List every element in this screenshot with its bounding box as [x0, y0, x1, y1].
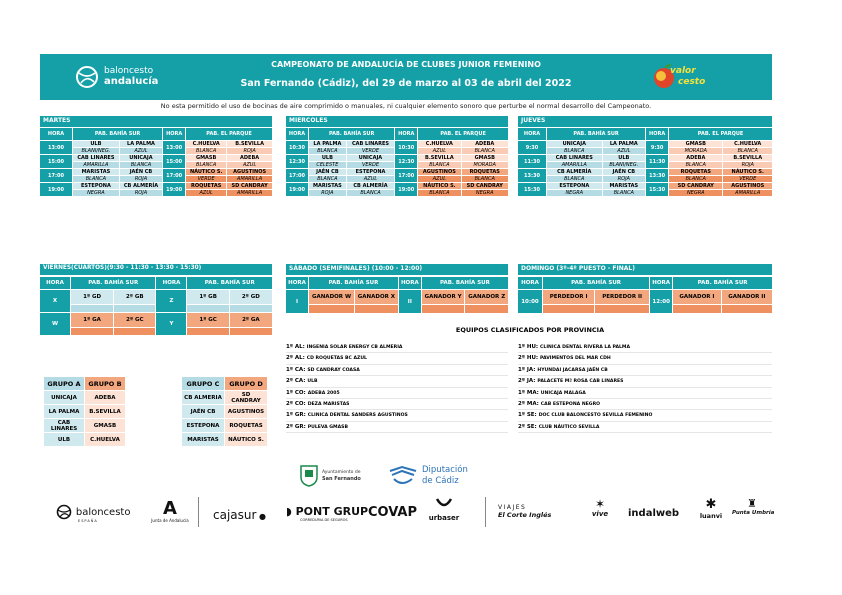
- bahia-header: PAB. BAHÍA SUR: [547, 128, 645, 140]
- time-cell: 15:30: [518, 183, 546, 196]
- grupos-ab-table: [43, 376, 126, 447]
- team-cell: PERDEDOR I: [543, 290, 594, 304]
- seed-cell: 2º GD: [230, 290, 272, 304]
- group-team: ADEBA: [85, 391, 125, 404]
- time-cell: 11:30: [646, 155, 668, 168]
- parque-header: PAB. EL PARQUE: [186, 128, 272, 140]
- team-cell: GANADOR Z: [465, 290, 508, 304]
- team-cell: GMASB: [462, 155, 509, 161]
- list-item: 2º GR: PULEVA GMASB: [286, 422, 508, 433]
- sponsor-indalweb: indalweb: [628, 508, 680, 519]
- shirt-color: NEGRA: [669, 190, 722, 196]
- team-cell: CAB LINARES: [547, 155, 602, 161]
- time-cell: 19:00: [163, 183, 185, 196]
- group-team: B.SEVILLA: [85, 405, 125, 418]
- group-c-header: GRUPO C: [182, 377, 224, 390]
- group-d-header: GRUPO D: [225, 377, 267, 390]
- equipos-title: EQUIPOS CLASIFICADOS POR PROVINCIA: [455, 326, 605, 334]
- sponsor-urbaser: urbaser: [428, 497, 460, 522]
- team-cell: GANADOR Y: [422, 290, 465, 304]
- sponsor-viajes: VIAJES El Corte Inglés: [498, 504, 552, 519]
- team-cell: AGUSTINOS: [227, 169, 272, 175]
- shirt-color: AMARILLA: [227, 176, 272, 182]
- bahia-header: PAB. BAHÍA SUR: [673, 277, 772, 289]
- team-cell: GANADOR II: [722, 290, 772, 304]
- round-code: Y: [156, 313, 186, 335]
- diputacion-logo: [388, 463, 478, 489]
- list-item: 1º GR: CLINICA DENTAL SANDERS AGUSTINOS: [286, 410, 508, 421]
- time-cell: 17:00: [163, 169, 185, 182]
- time-cell: 17:00: [40, 169, 72, 182]
- team-cell: ADEBA: [227, 155, 272, 161]
- shirt-color: BLANCA: [120, 162, 162, 168]
- time-cell: 9:30: [646, 141, 668, 154]
- round-code: W: [40, 313, 70, 335]
- jueves-title: JUEVES: [518, 116, 772, 127]
- empty-cell: [465, 305, 508, 313]
- shirt-color: AZUL: [347, 176, 395, 182]
- time-cell: 10:30: [395, 141, 417, 154]
- group-team: C.HUELVA: [85, 433, 125, 446]
- parque-header: PAB. EL PARQUE: [669, 128, 772, 140]
- hora-header: HORA: [650, 277, 672, 289]
- team-cell: ULB: [603, 155, 646, 161]
- time-cell: 19:00: [395, 183, 417, 196]
- seed-cell: 2º GA: [230, 313, 272, 327]
- time-cell: 10:30: [286, 141, 308, 154]
- seed-cell: 1º GD: [71, 290, 113, 304]
- list-item: 1º CA: SD CANDRAY COASA: [286, 365, 508, 376]
- miercoles-table: [285, 127, 509, 197]
- round-code: X: [40, 290, 70, 312]
- team-cell: B.SEVILLA: [227, 141, 272, 147]
- time-cell: 19:00: [286, 183, 308, 196]
- divider: [198, 497, 199, 527]
- team-cell: UNICAJA: [120, 155, 162, 161]
- ayuntamiento-logo: [300, 463, 370, 489]
- shirt-color: MORADA: [669, 148, 722, 154]
- time-cell: 17:00: [395, 169, 417, 182]
- logo-left-line1: baloncesto: [104, 66, 154, 76]
- shirt-color: CELESTE: [309, 162, 346, 168]
- empty-cell: [114, 328, 155, 335]
- star-icon: ✶: [594, 497, 606, 511]
- time-cell: 15:00: [40, 155, 72, 168]
- hora-header: HORA: [40, 277, 70, 289]
- round-code: II: [399, 290, 421, 313]
- hora-header: HORA: [646, 128, 668, 140]
- team-cell: SD CANDRAY: [462, 183, 509, 189]
- shirt-color: ROJA: [603, 176, 646, 182]
- hora-header: HORA: [156, 277, 186, 289]
- shirt-color: BLANCA: [309, 176, 346, 182]
- group-team: ULB: [44, 433, 84, 446]
- group-b-header: GRUPO B: [85, 377, 125, 390]
- round-code: I: [286, 290, 308, 313]
- shirt-color: AMARILLA: [227, 190, 272, 196]
- jueves-table: [517, 127, 773, 197]
- logo-left-line2: andalucía: [104, 76, 159, 87]
- time-cell: 13:00: [163, 141, 185, 154]
- group-team: CAB LINARES: [44, 419, 84, 432]
- team-cell: MARISTAS: [309, 183, 346, 189]
- logo-right-line1: valor: [670, 66, 696, 76]
- team-cell: GANADOR X: [355, 290, 398, 304]
- group-team: NÁUTICO S.: [225, 433, 267, 446]
- team-cell: MARISTAS: [603, 183, 646, 189]
- time-cell: 10:00: [518, 290, 542, 313]
- header-banner: [40, 54, 772, 100]
- time-cell: 12:00: [650, 290, 672, 313]
- notice-text: No esta permitido el uso de bocinas de aire comprimido o manuales, ni cualquier elemento sonoro que perturbe el normal desarrollo del Campeonato.: [160, 102, 652, 110]
- team-cell: GANADOR I: [673, 290, 721, 304]
- sabado-title: SÁBADO (SEMIFINALES) (10:00 - 12:00): [286, 264, 508, 275]
- sponsor-covap: COVAP: [368, 505, 418, 520]
- time-cell: 19:00: [40, 183, 72, 196]
- provincias-left-list: [286, 342, 508, 433]
- empty-cell: [595, 305, 649, 313]
- urbaser-icon: [435, 497, 453, 511]
- seed-cell: 2º GC: [114, 313, 155, 327]
- shirt-color: AZUL: [120, 148, 162, 154]
- list-item: 2º CO: DEZA MARISTAS: [286, 399, 508, 410]
- empty-cell: [355, 305, 398, 313]
- shirt-color: ROJA: [120, 190, 162, 196]
- seed-cell: 1º GC: [187, 313, 228, 327]
- shirt-color: BLANCA: [186, 162, 226, 168]
- team-cell: LA PALMA: [309, 141, 346, 147]
- shirt-color: AZUL: [227, 162, 272, 168]
- team-cell: ESTEPONA: [347, 169, 395, 175]
- shirt-color: BLANCA: [547, 176, 602, 182]
- shirt-color: BLANCA: [73, 176, 119, 182]
- bahia-header: PAB. BAHÍA SUR: [71, 277, 155, 289]
- list-item: 2º SE: CLUB NÁUTICO SEVILLA: [518, 422, 772, 433]
- team-cell: CB ALMERÍA: [120, 183, 162, 189]
- group-team: GMASB: [85, 419, 125, 432]
- list-item: 1º AL: INGENIA SOLAR ENERGY CB ALMERIA: [286, 342, 508, 353]
- dipu-line1: Diputación: [422, 465, 468, 475]
- team-cell: ESTEPONA: [73, 183, 119, 189]
- team-cell: ADEBA: [669, 155, 722, 161]
- team-cell: SD CANDRAY: [669, 183, 722, 189]
- list-item: 1º JA: HYUNDAI JACARSA JAÉN CB: [518, 365, 772, 376]
- list-item: 1º SE: DOC CLUB BALONCESTO SEVILLA FEMENINO: [518, 410, 772, 421]
- empty-cell: [722, 305, 772, 313]
- shirt-color: BLANCA: [462, 176, 509, 182]
- list-item: 2º HU: PAVIMENTOS DEL MAR CDH: [518, 353, 772, 364]
- shirt-color: BLANCA: [723, 148, 772, 154]
- sponsor-baloncesto: baloncesto ESPAÑA: [56, 504, 130, 520]
- junta-a-icon: A: [163, 498, 177, 519]
- time-cell: 13:30: [518, 169, 546, 182]
- team-cell: CB ALMERÍA: [547, 169, 602, 175]
- shirt-color: MORADA: [462, 162, 509, 168]
- team-cell: LA PALMA: [603, 141, 646, 147]
- shirt-color: AZUL: [186, 190, 226, 196]
- empty-cell: [187, 305, 228, 312]
- team-cell: ULB: [309, 155, 346, 161]
- time-cell: 13:30: [646, 169, 668, 182]
- shirt-color: BLANCA: [347, 190, 395, 196]
- sponsor-punta-umbria: ♜ Punta Umbría: [732, 497, 775, 516]
- team-cell: C.HUELVA: [186, 141, 226, 147]
- miercoles-title: MIERCOLES: [286, 116, 508, 127]
- basketball-icon: [56, 504, 72, 520]
- team-cell: ROQUETAS: [462, 169, 509, 175]
- shirt-color: AMARILLA: [723, 190, 772, 196]
- tower-icon: ♜: [747, 497, 757, 510]
- hora-header: HORA: [286, 277, 308, 289]
- team-cell: MARISTAS: [73, 169, 119, 175]
- team-cell: ROQUETAS: [186, 183, 226, 189]
- team-cell: AGUSTINOS: [723, 183, 772, 189]
- empty-cell: [309, 305, 354, 313]
- shirt-color: BLANCA: [603, 190, 646, 196]
- group-team: MARISTAS: [182, 433, 224, 446]
- shirt-color: AZUL: [418, 148, 460, 154]
- group-a-header: GRUPO A: [44, 377, 84, 390]
- team-cell: NÁUTICO S.: [186, 169, 226, 175]
- shirt-color: BLANCA: [309, 148, 346, 154]
- shirt-color: NEGRA: [547, 190, 602, 196]
- group-team: ROQUETAS: [225, 419, 267, 432]
- sponsor-cajasur: cajasur ●: [213, 508, 266, 522]
- team-cell: GANADOR W: [309, 290, 354, 304]
- team-cell: PERDEDOR II: [595, 290, 649, 304]
- shirt-color: VERDE: [347, 148, 395, 154]
- team-cell: UNICAJA: [347, 155, 395, 161]
- shirt-color: BLANCA: [418, 190, 460, 196]
- team-cell: B.SEVILLA: [723, 155, 772, 161]
- team-cell: NÁUTICO S.: [418, 183, 460, 189]
- empty-cell: [673, 305, 721, 313]
- shirt-color: AMARILLA: [73, 162, 119, 168]
- sponsor-junta: A Junta de Andalucía: [151, 498, 189, 523]
- empty-cell: [187, 328, 228, 335]
- list-item: 2º AL: CD ROQUETAS BC AZUL: [286, 353, 508, 364]
- group-team: CB ALMERIA: [182, 391, 224, 404]
- event-title: CAMPEONATO DE ANDALUCÍA DE CLUBES JUNIOR FEMENINO: [271, 60, 541, 69]
- dipu-line2: de Cádiz: [422, 476, 459, 486]
- bahia-header: PAB. BAHÍA SUR: [73, 128, 162, 140]
- bahia-header: PAB. BAHÍA SUR: [422, 277, 508, 289]
- empty-cell: [71, 305, 113, 312]
- time-cell: 15:30: [646, 183, 668, 196]
- sponsor-luanvi: ✱ luanvi: [696, 498, 726, 520]
- hora-header: HORA: [518, 128, 546, 140]
- hora-header: HORA: [163, 128, 185, 140]
- time-cell: 11:30: [518, 155, 546, 168]
- team-cell: CB ALMERÍA: [347, 183, 395, 189]
- provincias-right-list: [518, 342, 772, 433]
- hora-header: HORA: [40, 128, 72, 140]
- domingo-table: [517, 276, 773, 314]
- time-cell: 17:00: [286, 169, 308, 182]
- shirt-color: NEGRA: [73, 190, 119, 196]
- team-cell: JAÉN CB: [309, 169, 346, 175]
- seed-cell: 2º GB: [114, 290, 155, 304]
- list-item: 2º MA: CAB ESTEPONA NEGRO: [518, 399, 772, 410]
- bahia-header: PAB. BAHÍA SUR: [309, 277, 398, 289]
- empty-cell: [543, 305, 594, 313]
- team-cell: LA PALMA: [120, 141, 162, 147]
- empty-cell: [71, 328, 113, 335]
- team-cell: C.HUELVA: [723, 141, 772, 147]
- shirt-color: BLANCA: [547, 148, 602, 154]
- sabado-table: [285, 276, 509, 314]
- empty-cell: [422, 305, 465, 313]
- shirt-color: VERDE: [186, 176, 226, 182]
- bahia-header: PAB. BAHÍA SUR: [187, 277, 272, 289]
- team-cell: SD CANDRAY: [227, 183, 272, 189]
- seed-cell: 1º GA: [71, 313, 113, 327]
- list-item: 2º JA: PALACETE Mª ROSA CAB LINARES: [518, 376, 772, 387]
- team-cell: JAÉN CB: [603, 169, 646, 175]
- valor-cesto-logo: [652, 58, 712, 96]
- shirt-color: BLANCA: [669, 176, 722, 182]
- time-cell: 9:30: [518, 141, 546, 154]
- diputacion-icon: [388, 465, 418, 487]
- shirt-color: ROJA: [120, 176, 162, 182]
- team-cell: GMASB: [186, 155, 226, 161]
- empty-cell: [230, 305, 272, 312]
- group-team: SD CANDRAY: [225, 391, 267, 404]
- group-team: JAÉN CB: [182, 405, 224, 418]
- sponsor-vive: ✶ vive: [585, 498, 615, 518]
- team-cell: JAÉN CB: [120, 169, 162, 175]
- shirt-color: VERDE: [723, 176, 772, 182]
- viernes-table: [39, 276, 273, 336]
- team-cell: UNICAJA: [547, 141, 602, 147]
- sponsor-pontgrup: ◗ PONT GRUP CORREDURIA DE SEGUROS: [286, 505, 369, 522]
- divider: [485, 497, 486, 527]
- team-cell: CAB LINARES: [73, 155, 119, 161]
- list-item: 1º MA: UNICAJA MALAGA: [518, 388, 772, 399]
- parque-header: PAB. EL PARQUE: [418, 128, 508, 140]
- team-cell: GMASB: [669, 141, 722, 147]
- seed-cell: 1º GB: [187, 290, 228, 304]
- shirt-color: ROJA: [227, 148, 272, 154]
- grupos-cd-table: [181, 376, 268, 447]
- group-team: ESTEPONA: [182, 419, 224, 432]
- shirt-color: ROJA: [723, 162, 772, 168]
- domingo-title: DOMINGO (3º-4º PUESTO - FINAL): [518, 264, 772, 275]
- logo-right-line2: cesto: [678, 77, 706, 87]
- team-cell: NÁUTICO S.: [723, 169, 772, 175]
- hora-header: HORA: [399, 277, 421, 289]
- team-cell: ROQUETAS: [669, 169, 722, 175]
- shirt-color: BLANI/NEG.: [73, 148, 119, 154]
- bahia-header: PAB. BAHÍA SUR: [309, 128, 394, 140]
- list-item: 1º CO: ADEBA 2005: [286, 388, 508, 399]
- event-subtitle: San Fernando (Cádiz), del 29 de marzo al 03 de abril del 2022: [240, 78, 572, 89]
- ayto-line2: San Fernando: [322, 476, 361, 482]
- shirt-color: BLANCA: [669, 162, 722, 168]
- martes-title: MARTES: [40, 116, 272, 127]
- group-team: LA PALMA: [44, 405, 84, 418]
- viernes-title: VIERNES(CUARTOS)(9:30 - 11:30 - 13:30 - 15:30): [40, 264, 272, 275]
- time-cell: 13:00: [40, 141, 72, 154]
- team-cell: C.HUELVA: [418, 141, 460, 147]
- team-cell: B.SEVILLA: [418, 155, 460, 161]
- ayto-line1: Ayuntamiento de: [322, 470, 361, 475]
- shirt-color: NEGRA: [462, 190, 509, 196]
- shirt-color: AMARILLA: [547, 162, 602, 168]
- shirt-color: BLANCA: [462, 148, 509, 154]
- shirt-color: BLANI/NEG.: [603, 162, 646, 168]
- list-item: 1º HU: CLINICA DENTAL RIVERA LA PALMA: [518, 342, 772, 353]
- group-team: AGUSTINOS: [225, 405, 267, 418]
- shield-icon: [300, 465, 318, 487]
- shirt-color: BLANCA: [418, 162, 460, 168]
- round-code: Z: [156, 290, 186, 312]
- time-cell: 12:30: [286, 155, 308, 168]
- hora-header: HORA: [395, 128, 417, 140]
- team-cell: ULB: [73, 141, 119, 147]
- time-cell: 12:30: [395, 155, 417, 168]
- shirt-color: ROJA: [309, 190, 346, 196]
- martes-table: [39, 127, 273, 197]
- team-cell: AGUSTINOS: [418, 169, 460, 175]
- list-item: 2º CA: ULB: [286, 376, 508, 387]
- empty-cell: [230, 328, 272, 335]
- luanvi-icon: ✱: [705, 497, 717, 512]
- time-cell: 15:00: [163, 155, 185, 168]
- team-cell: CAB LINARES: [347, 141, 395, 147]
- shirt-color: AZUL: [603, 148, 646, 154]
- shirt-color: VERDE: [347, 162, 395, 168]
- group-team: UNICAJA: [44, 391, 84, 404]
- bahia-header: PAB. BAHÍA SUR: [543, 277, 649, 289]
- hora-header: HORA: [286, 128, 308, 140]
- shirt-color: AZUL: [418, 176, 460, 182]
- hora-header: HORA: [518, 277, 542, 289]
- shirt-color: BLANCA: [186, 148, 226, 154]
- empty-cell: [114, 305, 155, 312]
- team-cell: ESTEPONA: [547, 183, 602, 189]
- team-cell: ADEBA: [462, 141, 509, 147]
